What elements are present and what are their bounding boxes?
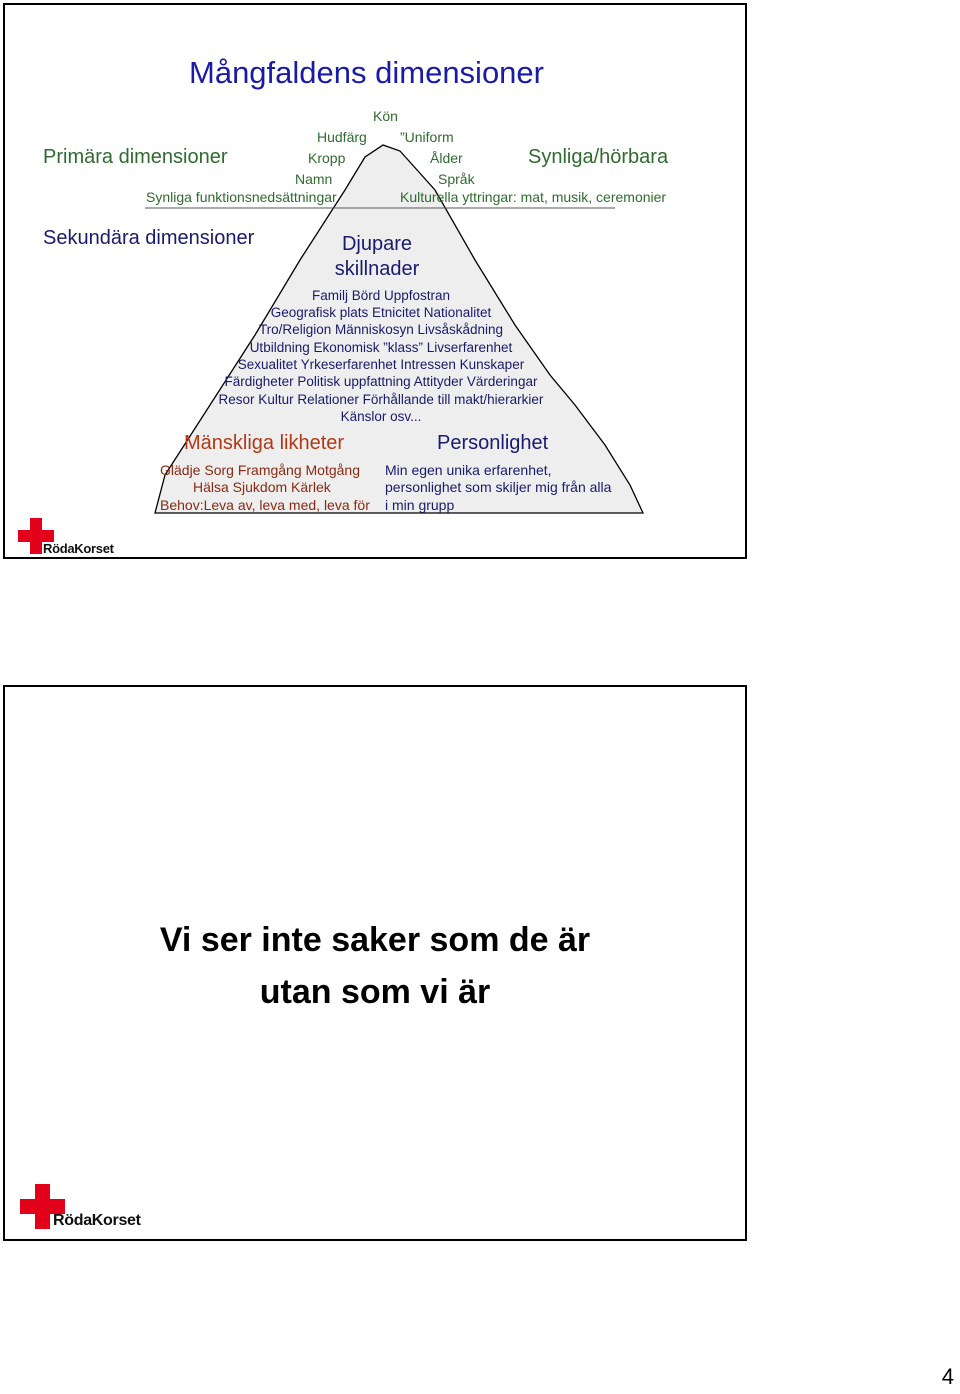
tip-sprak: Språk <box>438 171 475 187</box>
tip-funktion: Synliga funktionsnedsättningar <box>146 189 337 205</box>
human-similarities-title: Mänskliga likheter <box>184 432 345 454</box>
logo-text: RödaKorset <box>53 1212 141 1229</box>
slide-iceberg <box>3 3 747 559</box>
deeper-line: Tro/Religion Människosyn Livsåskådning <box>258 322 504 337</box>
red-cross-logo <box>19 1183 159 1233</box>
page-title: Mångfaldens dimensioner <box>189 55 544 90</box>
tip-uniform: ”Uniform <box>400 129 454 145</box>
human-line: Behov:Leva av, leva med, leva för <box>160 497 370 513</box>
tip-hudfarg: Hudfärg <box>317 129 367 145</box>
deeper-line: Sexualitet Yrkeserfarenhet Intressen Kunskaper <box>237 357 525 372</box>
page-number: 4 <box>941 1364 954 1389</box>
human-line: Hälsa Sjukdom Kärlek <box>193 479 331 495</box>
personality-line: i min grupp <box>385 497 455 513</box>
deeper-line: Resor Kultur Relationer Förhållande till makt/hierarkier <box>218 392 544 407</box>
deeper-line: Geografisk plats Etnicitet Nationalitet <box>270 305 492 320</box>
personality-line: personlighet som skiljer mig från alla <box>385 479 612 495</box>
slide-quote <box>3 685 747 1241</box>
human-line: Glädje Sorg Framgång Motgång <box>160 462 360 478</box>
deeper-heading: Djupare skillnader <box>334 233 420 280</box>
personality-title: Personlighet <box>437 432 549 454</box>
deeper-line: Utbildning Ekonomisk ”klass” Livserfarenhet <box>249 340 513 355</box>
tip-alder: Ålder <box>430 150 463 166</box>
tip-kultur: Kulturella yttringar: mat, musik, ceremonier <box>400 189 667 205</box>
secondary-dimensions-label: Sekundära dimensioner <box>43 227 255 249</box>
red-cross-logo <box>17 517 127 557</box>
deeper-line: Färdigheter Politisk uppfattning Attityder Värderingar <box>224 374 538 389</box>
logo-text: RödaKorset <box>43 541 114 556</box>
quote-line-2: utan som vi är <box>259 973 491 1011</box>
deeper-line: Känslor osv... <box>340 409 422 424</box>
visible-label: Synliga/hörbara <box>528 146 669 168</box>
primary-dimensions-label: Primära dimensioner <box>43 146 228 168</box>
tip-namn: Namn <box>295 171 333 187</box>
personality-line: Min egen unika erfarenhet, <box>385 462 552 478</box>
tip-kon: Kön <box>373 108 398 124</box>
deeper-line: Familj Börd Uppfostran <box>311 288 451 303</box>
tip-kropp: Kropp <box>308 150 346 166</box>
quote-line-1: Vi ser inte saker som de är <box>159 921 591 959</box>
